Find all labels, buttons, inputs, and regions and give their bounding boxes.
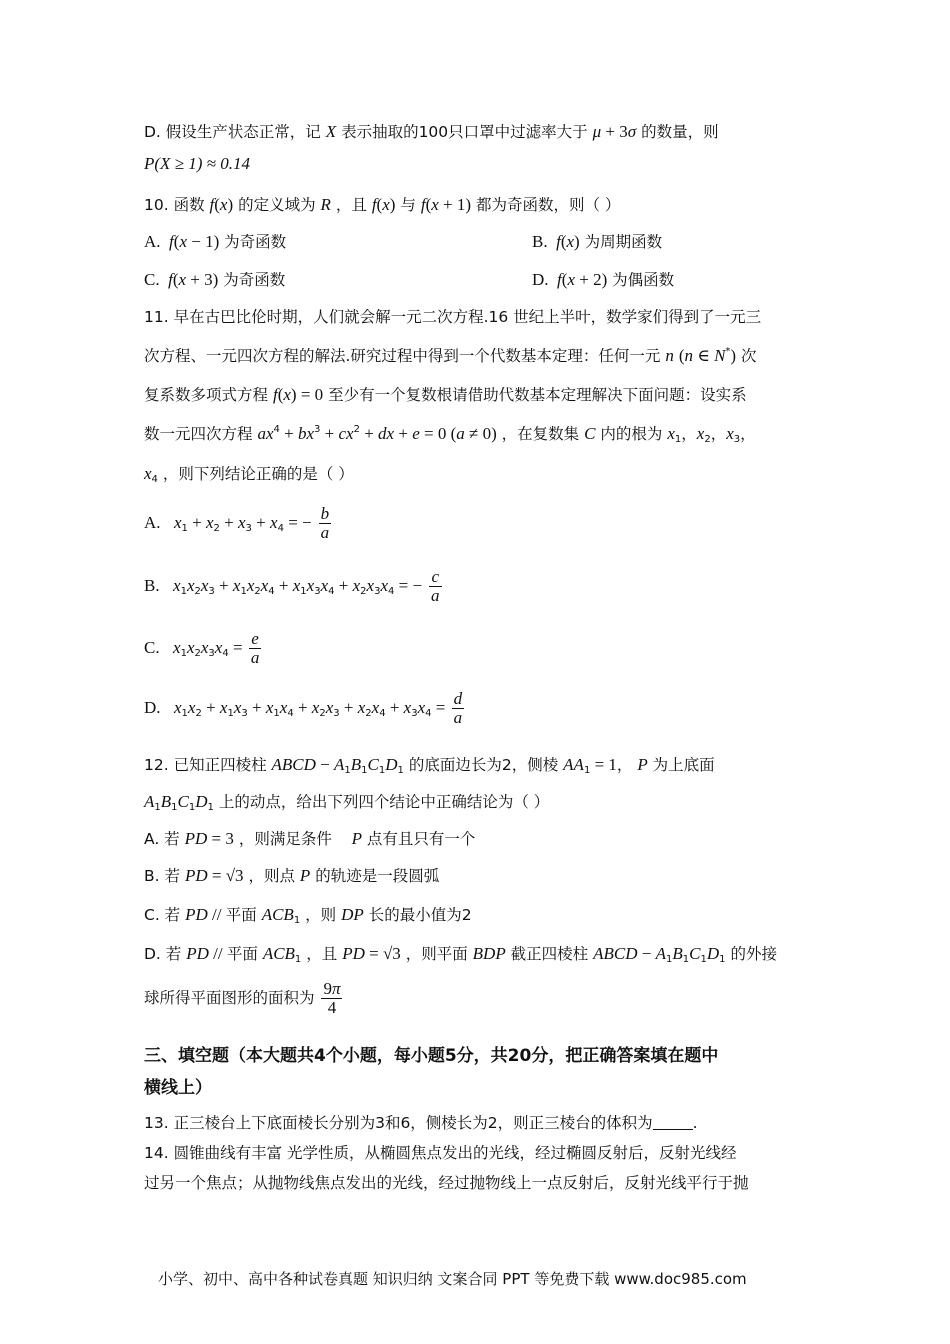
q11-line1 <box>144 305 761 327</box>
q11-option-b: B. $x_1x_2x_3 + x_1x_2x_4 + x_1x_3x_4 + x_2x_3x_4$ = − $\frac{c}{a}$ <box>144 567 440 605</box>
q10-option-b: B. f(x) 为周期函数 <box>532 232 663 251</box>
text: B. 若 <box>144 867 180 885</box>
text: 数一元四次方程 <box>144 425 253 443</box>
text: 13. 正三棱台上下底面棱长分别为3和6，侧棱长为2，则正三棱台的体积为 <box>144 1114 653 1132</box>
text: 表示抽取的100只口罩中过滤率大于 <box>341 123 588 141</box>
text: 至少有一个复数根请借助代数基本定理解决下面问题：设实系 <box>328 386 747 404</box>
text: 球所得平面图形的面积为 <box>144 989 315 1007</box>
text: ，则平面 <box>405 945 468 963</box>
q11-option-c: C. $x_1x_2x_3x_4$ = $\frac{e}{a}$ <box>144 629 260 667</box>
text: ，则点 <box>248 867 295 885</box>
text: 为奇函数 <box>224 233 287 251</box>
q10-option-a: A. f(x − 1) 为奇函数 <box>144 232 287 251</box>
q13 <box>144 1111 698 1133</box>
text: 的底面边长为2，侧棱 <box>408 756 559 774</box>
q11-line5: $x_4$ ，则下列结论正确的是（ ） <box>144 464 354 485</box>
text: ，且 <box>306 945 338 963</box>
text: 10. 函数 <box>144 196 205 214</box>
text: 平面 <box>225 906 257 924</box>
text: 为奇函数 <box>223 271 286 289</box>
text: ，在复数集 <box>501 425 580 443</box>
text: 都为奇函数，则（ ） <box>475 196 621 214</box>
text: C. 若 <box>144 906 181 924</box>
text: 复系数多项式方程 <box>144 386 269 404</box>
text: ，且 <box>335 196 367 214</box>
q14-line1 <box>144 1141 737 1163</box>
text: 14. 圆锥曲线有丰富 光学性质，从椭圆焦点发出的光线，经过椭圆反射后，反射光线经 <box>144 1144 737 1162</box>
q12-line1: 12. 已知正四棱柱 ABCD − $A_1B_1C_1D_1$ 的底面边长为2，侧棱 $AA_1 = 1$， P 为上底面 <box>144 755 715 776</box>
text: 次 <box>741 347 757 365</box>
q11-option-d: D. $x_1x_2 + x_1x_3 + x_1x_4 + x_2x_3 + x_2x_4 + x_3x_4$ = $\frac{d}{a}$ <box>144 689 463 727</box>
text: 的定义域为 <box>238 196 316 214</box>
q11-option-a: A. $x_1 + x_2 + x_3 + x_4$ = − $\frac{b}{a}$ <box>144 504 330 542</box>
text: 点有且只有一个 <box>366 830 476 848</box>
text: 为周期函数 <box>584 233 663 251</box>
text: . <box>692 1114 698 1132</box>
text: ，则下列结论正确的是（ ） <box>162 465 354 483</box>
text: 的数量，则 <box>641 123 719 141</box>
text: 次方程、一元四次方程的解法.研究过程中得到一个代数基本定理：任何一元 <box>144 347 661 365</box>
text: D. 若 <box>144 945 182 963</box>
section-3-title <box>144 1041 718 1066</box>
q11-line4: 数一元四次方程 $ax^4 + bx^3 + cx^2$ + dx + e = 0 (a ≠ 0) ，在复数集 C 内的根为 $x_1$，$x_2$，$x_3$， <box>144 424 756 445</box>
q12-option-c: C. 若 PD // 平面 $ACB_1$ ，则 DP 长的最小值为2 <box>144 905 472 926</box>
q11-line3: 复系数多项式方程 f(x) = 0 至少有一个复数根请借助代数基本定理解决下面问题：设实系 <box>144 385 747 404</box>
q10-stem: 10. 函数 f(x) 的定义域为 R ，且 f(x) 与 f(x + 1) 都为奇函数，则（ ） <box>144 195 621 214</box>
text: 长的最小值为2 <box>368 906 472 924</box>
text: 为偶函数 <box>612 271 675 289</box>
q12-option-d: D. 若 PD // 平面 $ACB_1$ ，且 PD = √3 ，则平面 BDP 截正四棱柱 ABCD − $A_1B_1C_1D_1$ 的外接 <box>144 944 777 965</box>
q10-option-d: D. f(x + 2) 为偶函数 <box>532 270 675 289</box>
text: 的外接 <box>730 945 777 963</box>
q12-option-d-line2: 球所得平面图形的面积为 $\frac{9\pi}{4}$ <box>144 979 341 1017</box>
q9-formula <box>144 154 250 174</box>
text: 平面 <box>226 945 258 963</box>
q10-option-c: C. f(x + 3) 为奇函数 <box>144 270 286 289</box>
text: 过另一个焦点；从抛物线焦点发出的光线，经过抛物线上一点反射后，反射光线平行于抛 <box>144 1174 749 1192</box>
text: 截正四棱柱 <box>510 945 589 963</box>
text: 上的动点，给出下列四个结论中正确结论为（ ） <box>218 793 550 811</box>
footer-text: 小学、初中、高中各种试卷真题 知识归纳 文案合同 PPT 等免费下载 www.doc985.com <box>158 1270 747 1288</box>
text: 11. 早在古巴比伦时期，人们就会解一元二次方程.16 世纪上半叶，数学家们得到了一元三 <box>144 308 762 326</box>
text: 与 <box>400 196 416 214</box>
q12-line2: $A_1B_1C_1D_1$ 上的动点，给出下列四个结论中正确结论为（ ） <box>144 792 550 813</box>
q11-line2: 次方程、一元四次方程的解法.研究过程中得到一个代数基本定理：任何一元 n (n ∈ N*) 次 <box>144 346 757 365</box>
section-3-title-line2 <box>144 1073 212 1098</box>
text: ，则 <box>305 906 337 924</box>
q14-line2 <box>144 1171 749 1193</box>
answer-blank <box>653 1115 693 1130</box>
text: 为上底面 <box>652 756 715 774</box>
page-footer <box>158 1268 747 1289</box>
text: D. 假设生产状态正常，记 <box>144 123 321 141</box>
text: 横线上） <box>144 1078 212 1098</box>
text: 内的根为 <box>600 425 663 443</box>
text: 12. 已知正四棱柱 <box>144 756 267 774</box>
text: 的轨迹是一段圆弧 <box>315 867 440 885</box>
text: 三、填空题（本大题共4个小题，每小题5分，共20分，把正确答案填在题中 <box>144 1046 719 1066</box>
q9-option-d: D. 假设生产状态正常，记 X 表示抽取的100只口罩中过滤率大于 μ + 3σ 的数量，则 <box>144 122 719 141</box>
text: A. 若 <box>144 830 180 848</box>
q12-option-b: B. 若 PD = √3 ，则点 P 的轨迹是一段圆弧 <box>144 866 440 885</box>
formula: P(X ≥ 1) ≈ 0.14 <box>144 154 251 173</box>
text: ，则满足条件 <box>238 830 332 848</box>
q12-option-a: A. 若 PD = 3 ，则满足条件 P 点有且只有一个 <box>144 829 476 848</box>
